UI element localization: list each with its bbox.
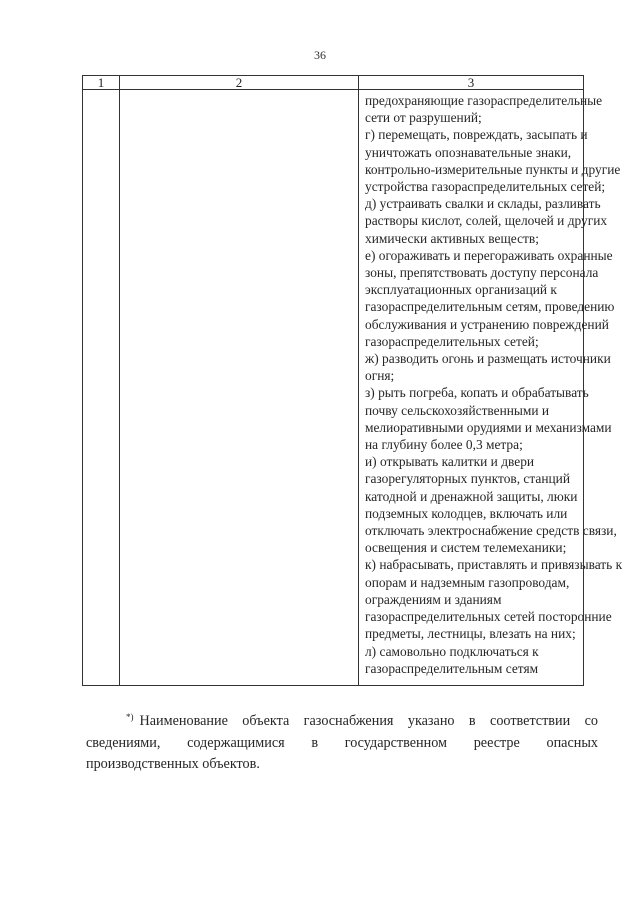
table-cell-line: ограждениям и зданиям	[365, 591, 502, 607]
table-cell-line: газорегуляторных пунктов, станций	[365, 471, 571, 487]
table-cell-line: д) устраивать свалки и склады, разливать	[365, 196, 601, 212]
table-cell-line: отключать электроснабжение средств связи,	[365, 523, 617, 539]
footnote-line	[86, 707, 598, 733]
table-header-col-3: 3	[358, 76, 583, 90]
table-cell-line: з) рыть погреба, копать и обрабатывать	[365, 385, 589, 401]
table-cell-line: предохраняющие газораспределительные	[365, 93, 603, 108]
footnote-marker: *)	[126, 712, 134, 722]
table-cell-line: на глубину более 0,3 метра;	[365, 437, 523, 453]
table-cell-line: эксплуатационных организаций к	[365, 282, 557, 298]
footnote-line: производственных объектов.	[86, 756, 260, 772]
table-header-col-2: 2	[119, 76, 358, 90]
page-number: 36	[314, 48, 326, 62]
footnote-line: сведениями, содержащимися в государственном реестре опасных	[86, 734, 598, 751]
table-cell-line: предметы, лестницы, влезать на них;	[365, 626, 576, 642]
table-cell-line: устройства газораспределительных сетей;	[365, 179, 606, 195]
table-cell-line: сети от разрушений;	[365, 110, 482, 126]
table-cell-line: газораспределительных сетей посторонние	[365, 609, 612, 625]
table-cell-line: газораспределительных сетей;	[365, 333, 539, 349]
table-cell-line: газораспределительным сетям	[365, 660, 539, 676]
table-cell-line: опорам и надземным газопроводам,	[365, 574, 570, 590]
table-cell-line: зоны, препятствовать доступу персонала	[365, 265, 599, 281]
table-cell-line: обслуживания и устранению повреждений	[365, 316, 609, 332]
table-cell-line: химически активных веществ;	[365, 230, 539, 246]
table-cell-line: уничтожать опознавательные знаки,	[365, 144, 572, 160]
table-cell-line: растворы кислот, солей, щелочей и других	[365, 213, 608, 229]
table-cell-line: почву сельскохозяйственными и	[365, 402, 550, 418]
table-cell-line: контрольно-измерительные пункты и другие	[365, 161, 621, 177]
table-header-col-1: 1	[83, 76, 119, 90]
column-divider	[119, 90, 120, 685]
table-cell-line: катодной и дренажной защиты, люки	[365, 488, 578, 504]
footnote	[86, 707, 598, 776]
table-cell-line: подземных колодцев, включать или	[365, 505, 568, 521]
table-cell-col-3	[365, 92, 623, 677]
table-cell-line: л) самовольно подключаться к	[365, 643, 539, 659]
table-cell-line: г) перемещать, повреждать, засыпать и	[365, 127, 588, 143]
document-table	[82, 75, 623, 686]
table-cell-line: ж) разводить огонь и размещать источники	[365, 351, 611, 367]
table-cell-line: и) открывать калитки и двери	[365, 454, 535, 470]
table-cell-line: к) набрасывать, приставлять и привязывать к	[365, 557, 623, 573]
table-cell-line: освещения и систем телемеханики;	[365, 540, 567, 556]
footnote-text: Наименование объекта газоснабжения указано в соответствии со	[139, 713, 598, 729]
table-cell-line: мелиоративными орудиями и механизмами	[365, 419, 612, 435]
table-cell-line: огня;	[365, 368, 395, 384]
table-cell-line: е) огораживать и перегораживать охранные	[365, 247, 613, 263]
table-cell-line: газораспределительным сетям, проведению	[365, 299, 615, 315]
column-divider	[358, 90, 359, 685]
